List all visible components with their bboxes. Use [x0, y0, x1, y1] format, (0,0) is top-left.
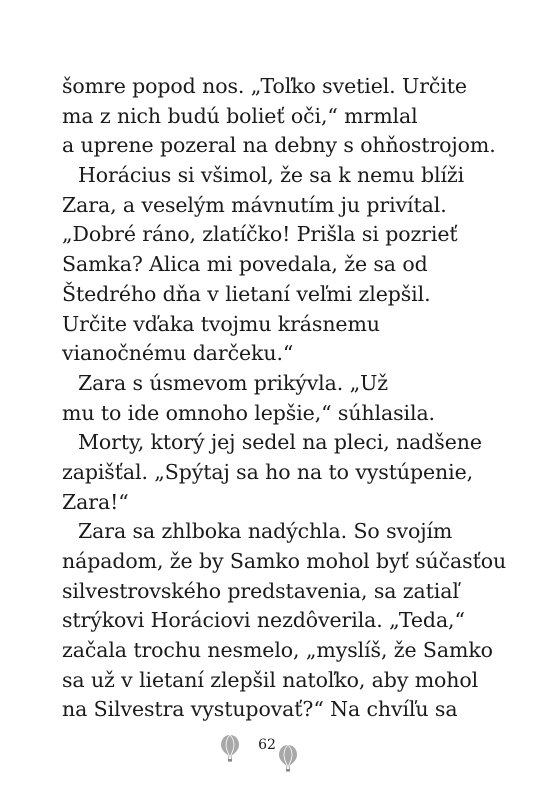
text-line: zapišťal. „Spýtaj sa ho na to vystúpenie, [62, 459, 474, 484]
page-footer [0, 728, 535, 788]
text-line: začala trochu nesmelo, „myslíš, že Samko [62, 638, 493, 663]
text-line: vianočnému darčeku.“ [62, 341, 294, 366]
text-line: Určite vďaka tvojmu krásnemu [62, 311, 380, 336]
text-line: na Silvestra vystupovať?“ Na chvíľu sa [62, 697, 458, 722]
text-line: Horácius si všimol, že sa k nemu blíži [78, 163, 465, 188]
text-line: Štedrého dňa v lietaní veľmi zlepšil. [62, 281, 431, 306]
text-line: Zara!“ [62, 489, 129, 514]
text-line: silvestrovského predstavenia, sa zatiaľ [62, 578, 459, 603]
text-line: mu to ide omnoho lepšie,“ súhlasila. [62, 400, 435, 425]
text-line: „Dobré ráno, zlatíčko! Prišla si pozrieť [62, 222, 458, 247]
text-line: a uprene pozeral na debny s ohňostrojom. [62, 133, 496, 158]
text-line: nápadom, že by Samko mohol byť súčasťou [62, 549, 507, 573]
text-line: šomre popod nos. „Toľko svetiel. Určite [62, 74, 467, 98]
text-line: Morty, ktorý jej sedel na pleci, nadšene [78, 430, 482, 455]
text-line: ma z nich budú bolieť oči,“ mrmlal [62, 103, 418, 128]
balloon-icon [220, 734, 240, 767]
text-line: Zara, a veselým mávnutím ju privítal. [62, 192, 447, 217]
page-number: 62 [258, 737, 276, 753]
text-line: Samka? Alica mi povedala, že sa od [62, 252, 428, 277]
balloon-icon [278, 744, 298, 777]
text-line: Zara s úsmevom prikývla. „Už [78, 370, 388, 395]
text-line: strýkovi Horáciovi nezdôverila. „Teda,“ [62, 608, 465, 633]
body-text [62, 72, 507, 725]
text-line: Zara sa zhlboka nadýchla. So svojím [78, 519, 453, 544]
text-line: sa už v lietaní zlepšil natoľko, aby mohol [62, 667, 479, 692]
